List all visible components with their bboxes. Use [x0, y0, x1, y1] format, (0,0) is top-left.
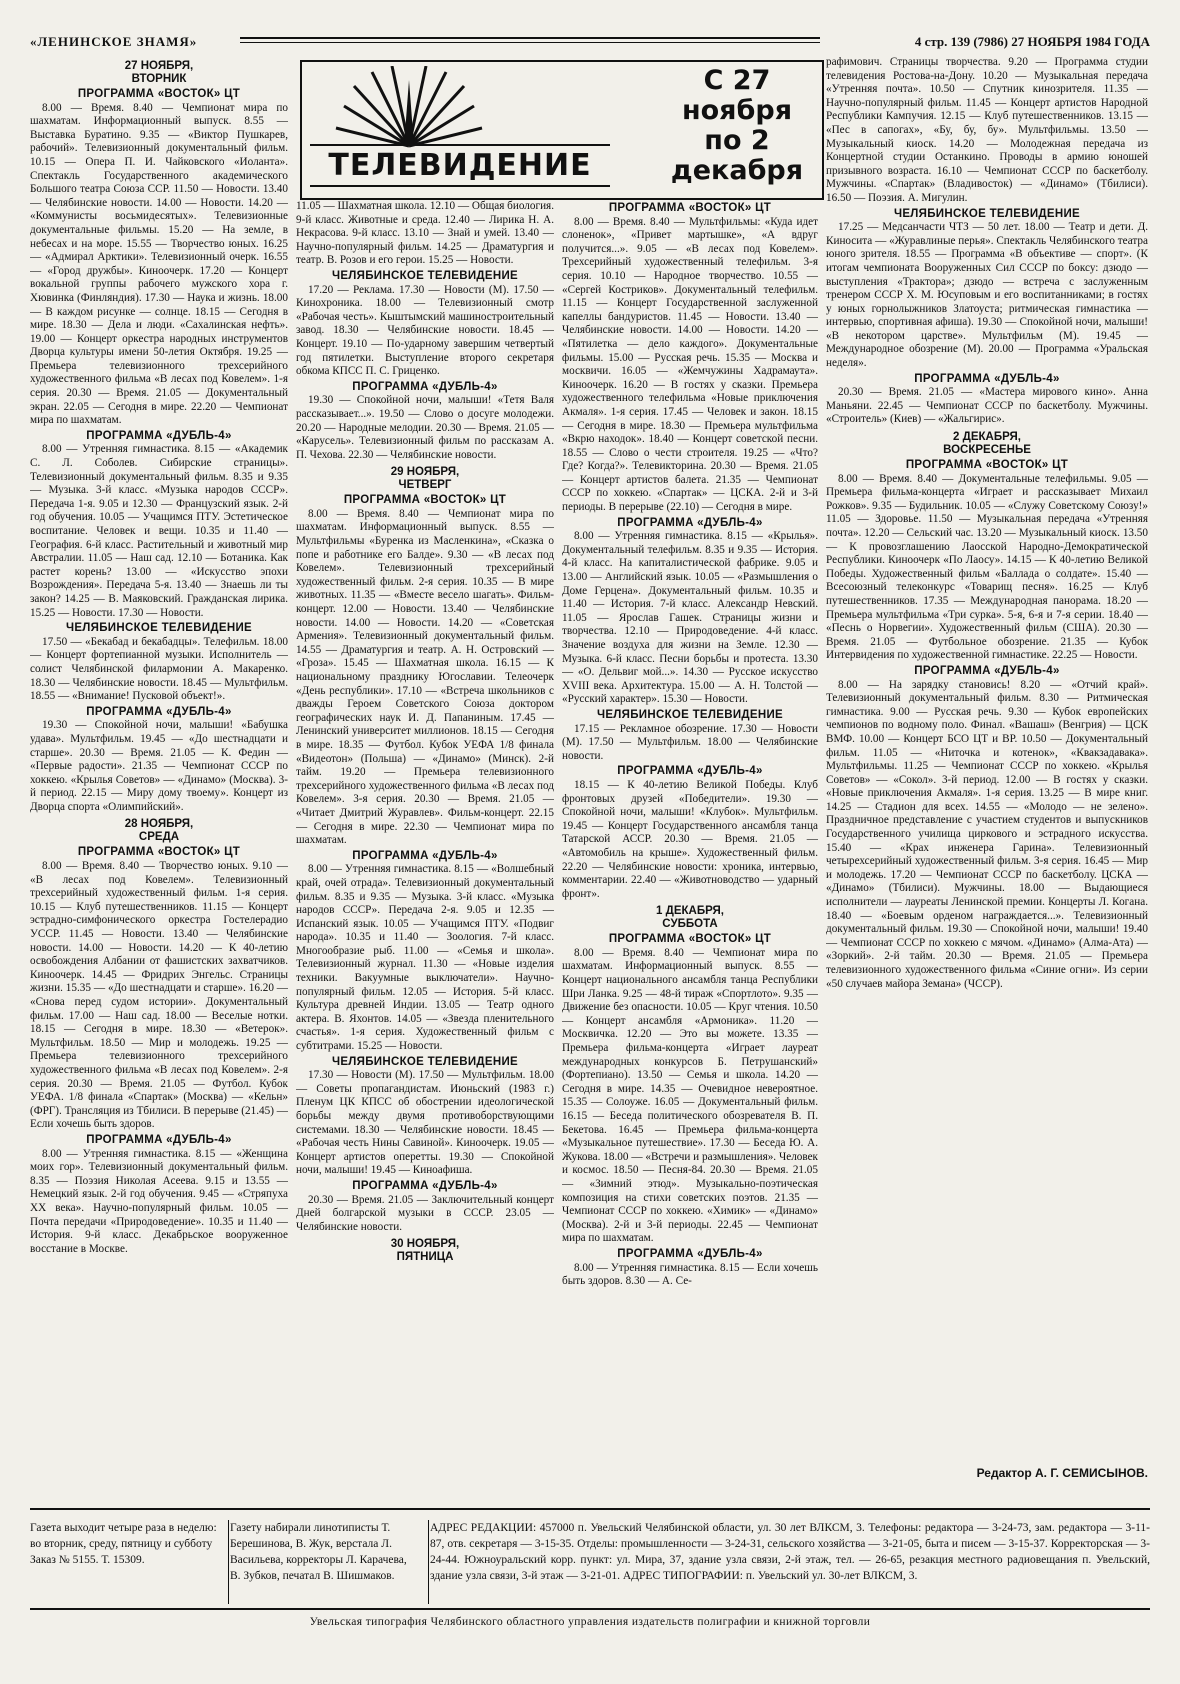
dates-line-3: по 2 [704, 125, 770, 156]
dates-line-2: ноября [681, 95, 793, 126]
column-3 [562, 200, 818, 1464]
schedule-text: 8.00 — На зарядку становись! 8.20 — «Отчий край». Телевизионный документальный фильм. 8.30 — Ритмическая гимнастика. 9.00 — Русская речь. 9.30 — Кубок европейских чемпионов по водному поло. Финал. «Вашаш» (Венгрия) — ЦСК ВМФ. 10.00 — Концерт БСО ЦТ и ВР. 10.50 — Документальный фильм. 11.05 — «Ниточка и котенок», «Квакзадавака». Мультфильмы. 11.25 — Чемпионат СССР по хоккею. «Крылья Советов» — «Сокол». 3-й период. 12.00 — В гостях у сказки. «Новые приключения Акмаля». 1-я серия. 13.25 — В мире книг. 14.25 — Стадион для всех. 14.55 — «Молодо — не зелено». Праздничное представление с участием студентов и выпускников Государственного училища циркового и эстрадного искусства. 15.40 — «Крах инженера Гарина». Телевизионный четырехсерийный художественный фильм. 3-я серия. 16.45 — Мир и молодежь. 17.20 — Чемпионат СССР по баскетболу. ЦСКА — «Динамо» (Тбилиси). Мужчины. 18.00 — Выдающиеся исполнители — лауреаты Ленинской премии. Концерты Л. Когана. 18.40 — «Боевым орденом награждается...». Телевизионный документальный фильм. 19.30 — Спокойной ночи, малыши! 19.40 — Чемпионат СССР по хоккею с мячом. «Динамо» (Алма-Ата) — «Зоркий». 2-й тайм. 20.30 — Время. 21.05 — Премьера телевизионного художественного фильма «Синие огни». Из серии «50 случаев майора Земана» (ЧССР). [826, 678, 1148, 990]
program-heading: ПРОГРАММА «ВОСТОК» ЦТ [608, 933, 772, 946]
schedule-text: 19.30 — Спокойной ночи, малыши! «Бабушка удава». Мультфильм. 19.45 — «До шестнадцати и старше». 20.30 — Время. 21.05 — К. Федин — «Первые радости». 21.35 — Чемпионат СССР по хоккею. «Крылья Советов» — «Динамо» (Москва). 3-й период. 22.15 — Миру дому твоему». Концерт из Дворца спорта «Олимпийский». [30, 719, 288, 813]
day-heading: 29 НОЯБРЯ, ЧЕТВЕРГ [390, 466, 460, 492]
column-4 [826, 56, 1148, 1464]
day-heading: 28 НОЯБРЯ, СРЕДА [124, 818, 194, 844]
day-heading: 27 НОЯБРЯ, ВТОРНИК [124, 60, 194, 85]
header-rule [240, 37, 820, 43]
program-heading: ЧЕЛЯБИНСКОЕ ТЕЛЕВИДЕНИЕ [893, 207, 1081, 220]
program-heading: ПРОГРАММА «ВОСТОК» ЦТ [343, 494, 507, 507]
schedule-text: 17.25 — Медсанчасти ЧТЗ — 50 лет. 18.00 — Театр и дети. Д. Киносита — «Журавлиные перья». Спектакль Челябинского театра юного зрителя. 18.55 — Программа «В объективе — спорт». (К итогам чемпионата Вооруженных Сил СССР по боксу: дзюдо — выступления «Трактора»; дзюдо — встреча с заслуженным тренером СССР Х. М. Юсуповым и его воспитанниками; в гостях у юных горнолыжников Златоуста; ритмическая гимнастика — интервью, спортивная афиша). 19.30 — Спокойной ночи, малыши! «В некотором царстве». Мультфильм (М). 19.45 — Международное обозрение (М). 20.00 — Программа «Уральская неделя». [826, 221, 1148, 370]
paper-name: «ЛЕНИНСКОЕ ЗНАМЯ» [30, 34, 198, 49]
schedule-text: 17.15 — Рекламное обозрение. 17.30 — Новости (М). 17.50 — Мультфильм. 18.00 — Челябинские новости. [562, 722, 818, 762]
day-heading: 2 ДЕКАБРЯ, ВОСКРЕСЕНЬЕ [943, 431, 1031, 457]
schedule-text: 8.00 — Время. 8.40 — Мультфильмы: «Куда идет слоненок», «Привет мартышке», «А вдруг получится...». 9.05 — «В лесах под Ковелем». Трехсерийный художественный телефильм. 3-я серия. 10.10 — Народное творчество. 10.55 — «Сергей Костриков». Документальный телефильм. 11.15 — Концерт Государственной заслуженной капеллы бандуристов. 11.45 — Новости. 13.40 — Челябинские новости. 14.00 — Новости. 14.20 — «Пятилетка — дело каждого». Документальные фильмы. 15.00 — Русская речь. 15.35 — Москва и москвичи. 16.05 — «Жемчужины Хадрамаута». Киноочерк. 16.20 — В гостях у сказки. Премьера художественного телефильма «Новые приключения Акмаля». 1-я серия. 17.45 — Человек и закон. 18.15 — Сегодня в мире. 18.30 — Премьера мультфильма «Вкрю находок». 18.40 — Концерт советской песни. 18.55 — Слово о чести строителя. 19.25 — «Что? Где? Когда?». Телевикторина. 20.30 — Время. 21.05 — Концерт артистов балета. 21.35 — Чемпионат СССР по хоккею. «Спартак» — ЦСКА. 2-й и 3-й периоды. В перерыве (22.10) — Сегодня в мире. [562, 215, 818, 514]
order-number: Заказ № 5155. Т. 15309. [30, 1554, 145, 1566]
program-heading: ПРОГРАММА «ДУБЛЬ-4» [352, 849, 498, 862]
dates-line-1: С 27 [703, 65, 771, 96]
program-heading: ПРОГРАММА «ДУБЛЬ-4» [617, 1247, 763, 1260]
schedule-text: 19.30 — Спокойной ночи, малыши! «Тетя Валя рассказывает...». 19.50 — Слово о досуге молодежи. 20.20 — Народные мелодии. 20.30 — Время. 21.05 — «Карусель». Телевизионный фильм по рассказам А. П. Чехова. 22.30 — Челябинские новости. [296, 394, 554, 461]
schedule-text: 8.00 — Утренняя гимнастика. 8.15 — «Академик С. Л. Соболев. Сибирские страницы». Телевизионный документальный фильм. 8.35 и 9.35 — Музыка. 3-й класс. «Музыка народов СССР». Передача 1-я. 9.05 и 12.30 — Французский язык. 2-й год обучения. 10.05 — Учащимся ПТУ. Эстетическое воспитание. Человек и вещи. 10.35 и 11.40 — География. 6-й класс. Растительный и животный мир Австралии. 11.05 — Наш сад. 12.10 — Ботаника. Как растет корень? 13.00 — «Искусство эпохи Возрождения». Передача 5-я. 13.40 — Знаешь ли ты закон? 14.25 — В. Маяковский. Гражданская лирика. 15.25 — Новости. 17.30 — Новости. [30, 443, 288, 619]
editorial-address: АДРЕС РЕДАКЦИИ: 457000 п. Увельский Челябинской области, ул. 30 лет ВЛКСМ, 3. Телефоны: редактора — 3-24-73, зам. редактора — 3-11-87, отв. секретаря — 3-15-35. Отделы: промышленности — 3-24-31, сельского хозяйства — 3-21-05, быта и писем — 3-15-37. Корректорская — 3-24-44. Южноуральский корр. пункт: ул. Мира, 37, здание узла связи, 2-й этаж, тел. — 26-65, резакция местного радиовещания п. Увельский, здание узла связи, 3-й этаж — 3-21-01. АДРЕС ТИПОГРАФИИ: п. Увельский ул. 30-лет ВЛКСМ, 3. [430, 1522, 1150, 1582]
schedule-text: рафимович. Страницы творчества. 9.20 — Программа студии телевидения Ростова-на-Дону. 10.20 — Музыкальная передача «Утренняя почта». 10.50 — Спутник кинозрителя. 11.35 — Научно-популярный фильм. 11.45 — Концерт артистов Народной Республики Кампучия. 12.15 — Клуб путешественников. 13.15 — «Пес в сапогах», «Бу, бу, бу». Мультфильмы. 13.50 — Музыкальный киоск. 14.20 — Молодежная передача из Концертной студии Останкино. Проводы в армию юношей призывного возраста. 16.10 — Чемпионат СССР по баскетболу. Мужчины. «Спартак» (Владивосток) — «Динамо» (Тбилиси). 16.50 — Поэзия. А. Мигулин. [826, 56, 1148, 204]
schedule-text: 8.00 — Утренняя гимнастика. 8.15 — «Женщина моих гор». Телевизионный документальный фильм. 8.35 — Поэзия Николая Асеева. 9.15 и 13.55 — Немецкий язык. 2-й год обучения. 9.45 — «Стряпуха XX века». Научно-популярный фильм. 10.05 — Почта передачи «Природоведение». 10.35 и 11.40 — История. 9-й класс. Декабрьское вооруженное восстание в Москве. [30, 1147, 288, 1255]
column-2 [296, 200, 554, 1464]
program-heading: ПРОГРАММА «ДУБЛЬ-4» [914, 664, 1060, 677]
footer-address-box [430, 1520, 1150, 1604]
printing-house: Увельская типография Челябинского областного управления издательств полиграфии и книжной торговли [309, 1616, 871, 1628]
day-heading: 1 ДЕКАБРЯ, СУББОТА [656, 905, 724, 931]
program-heading: ПРОГРАММА «ДУБЛЬ-4» [617, 765, 763, 778]
schedule-text: 8.00 — Утренняя гимнастика. 8.15 — «Волшебный край, очей отрада». Телевизионный документальный фильм. 8.35 и 9.35 — Музыка. 3-й класс. «Музыка народов СССР». Передача 2-я. 9.05 и 12.35 — Испанский язык. 10.05 — Учащимся ПТУ. «Подвиг народа». 10.35 и 11.40 — Зоология. 7-й класс. Многообразие рыб. 11.00 — «Семья и школа». Телевизионный журнал. 11.30 — «Новые изделия техники. Вакуумные выключатели». Научно-популярный фильм. 12.05 — История. 5-й класс. Культура древней Индии. 13.05 — Театр одного актера. В. Яхонтов. 14.05 — «Звезда пленительного счастья». 1-я серия. Художественный фильм с субтитрами. 15.25 — Новости. [296, 863, 554, 1053]
schedule-text: 17.50 — «Бекабад и бекабадцы». Телефильм. 18.00 — Концерт фортепианной музыки. Исполнитель — солист Челябинской филармонии А. Макаренко. 18.30 — Челябинские новости. 18.45 — Мультфильм. 18.55 — «Внимание! Пусковой объект!». [30, 635, 288, 703]
schedule-text: 8.00 — Время. 8.40 — Чемпионат мира по шахматам. Информационный выпуск. 8.55 — Мультфильмы «Буренка из Масленкина», «Сказка о попе и работнике его Балде». 9.30 — «В лесах под Ковелем». Телевизионный трехсерийный художественный фильм. 2-я серия. 10.35 — В мире животных. 11.35 — «Вместе весело шагать». Фильм-концерт. 12.00 — Новости. 13.40 — Челябинские новости. 14.00 — Новости. 14.20 — «Советская Армения». Телевизионный документальный фильм. 14.55 — Драматургия и театр. А. Н. Островский — «Гроза». 15.45 — Шахматная школа. 16.15 — К национальному празднику Югославии. Телеочерк «День республики». 17.10 — «Встреча школьников с дважды Героем Советского Союза доктором географических наук И. Д. Папаниным. 17.45 — Ленинский университет миллионов. 18.15 — Сегодня в мире. 18.35 — Футбол. Кубок УЕФА 1/8 финала «Видеотон» (Польша) — «Динамо» (Минск). 2-й тайм. 19.20 — Премьера телевизионного трехсерийного художественного фильма «В лесах под Ковелем». 3-я серия. 20.30 — Время. 21.05 — «Читает Дмитрий Журавлев». Фильм-концерт. 22.15 — Сегодня в мире. 22.30 — Чемпионат мира по шахматам. [296, 507, 554, 847]
masthead-dates [662, 66, 812, 186]
program-heading: ПРОГРАММА «ВОСТОК» ЦТ [608, 202, 772, 214]
program-heading: ПРОГРАММА «ДУБЛЬ-4» [86, 705, 232, 718]
tv-masthead [300, 60, 824, 200]
schedule-text: 8.00 — Утренняя гимнастика. 8.15 — Если хочешь быть здоров. 8.30 — А. Се- [562, 1261, 818, 1288]
schedule-text: 20.30 — Время. 21.05 — Заключительный концерт Дней болгарской музыки в СССР. 23.05 — Челябинские новости. [296, 1193, 554, 1233]
schedule-text: 20.30 — Время. 21.05 — «Мастера мирового кино». Анна Маньяни. 22.45 — Чемпионат СССР по баскетболу. Мужчины. «Строитель» (Киев) — «Жальгирис». [826, 386, 1148, 426]
program-heading: ПРОГРАММА «ДУБЛЬ-4» [352, 1179, 498, 1192]
program-heading: ПРОГРАММА «ДУБЛЬ-4» [86, 429, 232, 442]
schedule-text: 8.00 — Утренняя гимнастика. 8.15 — «Крылья». Документальный телефильм. 8.35 и 9.35 — История. 4-й класс. На капиталистической фабрике. 9.05 и 13.00 — Английский язык. 10.05 — «Размышления о Доме Герцена». Документальный фильм. 10.35 и 11.40 — История. 7-й класс. Александр Невский. 11.05 — Ярослав Гашек. Страницы жизни и творчества. 12.10 — Природоведение. 4-й класс. Значение воздуха для жизни на Земле. 12.30 — Музыка. 6-й класс. Песни борьбы и протеста. 13.30 — «О. Дельвиг мой...». 14.30 — Русское искусство XVIII века. Архитектура. 15.00 — А. Н. Толстой — «Русский характер». 15.30 — Новости. [562, 530, 818, 706]
program-heading: ЧЕЛЯБИНСКОЕ ТЕЛЕВИДЕНИЕ [331, 269, 519, 282]
schedule-text: 8.00 — Время. 8.40 — Документальные телефильмы. 9.05 — Премьера фильма-концерта «Играет и рассказывает Михаил Рожков». 9.35 — Будильник. 10.05 — «Служу Советскому Союзу!» 11.05 — Здоровье. 11.50 — Музыкальная передача «Утренняя почта». 12.20 — Сельский час. 13.20 — Музыкальный киоск. 13.50 — К провозглашению Лаосской Народно-Демократической Республики. Киноочерк «По Лаосу». 14.15 — К 40-летию Великой Победы. Художественный фильм «Баллада о солдате». 15.40 — Всесоюзный телеконкурс «Товарищ песня». 16.25 — Клуб путешественников. 17.35 — Международная панорама. 18.20 — Премьера мультфильма «Три сурка». 5-я, 6-я и 7-я серии. 18.40 — «Песнь о Норвегии». Художественный фильм (США). 20.30 — Время. 21.05 — Футбольное обозрение. 21.35 — Кубок Интервидения по художественной гимнастике. 22.25 — Новости. [826, 472, 1148, 662]
column-1 [30, 56, 288, 1464]
schedule-text: 17.30 — Новости (М). 17.50 — Мультфильм. 18.00 — Советы пропагандистам. Июньский (1983 г.) Пленум ЦК КПСС об обострении идеологической борьбы между двумя противоборствующими системами. 18.30 — Челябинские новости. 18.45 — «Рабочая честь Нины Савиной». Киноочерк. 19.05 — Концерт артистов оперетты. 19.30 — Спокойной ночи, малыши! 19.45 — Киноафиша. [296, 1069, 554, 1177]
sunburst-tower-icon [334, 66, 484, 156]
program-heading: ЧЕЛЯБИНСКОЕ ТЕЛЕВИДЕНИЕ [596, 708, 784, 721]
issue-info: 4 стр. 139 (7986) 27 НОЯБРЯ 1984 ГОДА [914, 34, 1150, 49]
program-heading: ПРОГРАММА «ДУБЛЬ-4» [86, 1133, 232, 1146]
dates-line-4: декабря [670, 155, 804, 186]
program-heading: ПРОГРАММА «ВОСТОК» ЦТ [77, 88, 241, 100]
program-heading: ПРОГРАММА «ДУБЛЬ-4» [617, 516, 763, 529]
program-heading: ЧЕЛЯБИНСКОЕ ТЕЛЕВИДЕНИЕ [65, 622, 253, 635]
editor-signature: Редактор А. Г. СЕМИСЫНОВ. [976, 1466, 1148, 1480]
schedule-text: 17.20 — Реклама. 17.30 — Новости (М). 17.50 — Кинохроника. 18.00 — Телевизионный смотр «Рабочая честь». Кыштымский машиностроительный завод. 18.30 — Челябинские новости. 18.45 — Концерт. 19.10 — По-ударному завершим четвертый год пятилетки. Выступление второго секретаря обкома КПСС П. С. Гриценко. [296, 283, 554, 378]
day-heading: 30 НОЯБРЯ, ПЯТНИЦА [390, 1238, 460, 1264]
schedule-text: 8.00 — Время. 8.40 — Чемпионат мира по шахматам. Информационный выпуск. 8.55 — Концерт национального ансамбля танца Республики Шри Ланка. 9.25 — 48-й тираж «Спортлото». 9.35 — Движение без опасности. 10.05 — Круг чтения. 10.50 — Концерт ансамбля «Армоника». 11.20 — Москвичка. 12.20 — Это вы можете. 13.35 — Премьера фильма-концерта «Играет лауреат международных конкурсов Б. Петрушанский» (Фортепиано). 13.50 — Семья и школа. 14.20 — Сегодня в мире. 14.35 — Очевидное невероятное. 15.35 — Солоуже. 16.05 — Документальный фильм. 16.15 — Беседа политического обозревателя В. П. Бекетова. 16.45 — Премьера фильма-концерта «Музыкальное путешествие». 17.30 — Беседа Ю. А. Жукова. 18.00 — «Встречи и размышления». Человек и космос. 18.50 — Песня-84. 20.30 — Время. 21.05 — «Зимний этюд». Музыкально-поэтическая композиция на стихи советских поэтов. 21.35 — Чемпионат СССР по хоккею. «Химик» — «Динамо» (Москва). 2-й и 3-й периоды. 22.45 — Чемпионат мира по шахматам. [562, 946, 818, 1245]
program-heading: ПРОГРАММА «ВОСТОК» ЦТ [77, 846, 241, 859]
masthead-title: ТЕЛЕВИДЕНИЕ [310, 144, 610, 187]
program-heading: ЧЕЛЯБИНСКОЕ ТЕЛЕВИДЕНИЕ [331, 1055, 519, 1068]
footer-rule [30, 1508, 1150, 1510]
program-heading: ПРОГРАММА «ДУБЛЬ-4» [352, 380, 498, 393]
schedule-text: 11.05 — Шахматная школа. 12.10 — Общая биология. 9-й класс. Животные и среда. 12.40 — Лирика Н. А. Некрасова. 9-й класс. 13.10 — Знай и умей. 13.40 — Научно-популярный фильм. 14.25 — Драматургия и театр. В. Розов и его герои. 15.25 — Новости. [296, 200, 554, 267]
schedule-text: 8.00 — Время. 8.40 — Творчество юных. 9.10 — «В лесах под Ковелем». Телевизионный трехсерийный художественный фильм. 1-я серия. 10.15 — Клуб путешественников. 11.15 — Концерт эстрадно-симфонического оркестра Гостелерадио УССР. 11.45 — Новости. 13.40 — Челябинские новости. 14.00 — Новости. 14.20 — К 40-летию освобождения Албании от фашистских захватчиков. Киноочерк. 14.45 — Фридрих Энгельс. Страницы жизни. 15.35 — «До шестнадцати и старше». 16.20 — «Снова перед судом истории». Документальный фильм. 17.00 — Наш сад. 18.00 — Веселые нотки. 18.15 — Сегодня в мире. 18.30 — «Ветерок». Мультфильм. 18.50 — Мир и молодежь. 19.25 — Премьера телевизионного трехсерийного художественного фильма «В лесах под Ковелем». 2-я серия. 20.30 — Время. 21.05 — Футбол. Кубок УЕФА. 1/8 финала «Спартак» (Москва) — «Кельн» (ФРГ). Трансляция из Тбилиси. В перерыве (21.45) — Если хочешь быть здоров. [30, 860, 288, 1131]
staff-credits: Газету набирали линотиписты Т. Берешинова, В. Жук, верстала Л. Васильева, корректоры Л. Карачева, В. Зубков, печатал В. Шишмаков. [230, 1522, 407, 1582]
schedule-text: 8.00 — Время. 8.40 — Чемпионат мира по шахматам. Информационный выпуск. 8.55 — Выставка Буратино. 9.35 — «Виктор Пушкарев, рабочий». Телевизионный документальный фильм. 10.15 — Опера П. И. Чайковского «Иоланта». Спектакль Государственного академического Большого театра Союза ССР. 11.50 — Новости. 13.40 — Челябинские новости. 14.00 — Новости. 14.20 — «Коммунисты восьмидесятых». Телевизионные документальные фильмы. 15.20 — На земле, в небесах и на море. 15.55 — Творчество юных. 16.25 — «Адмирал Арктики». Телевизионный очерк. 16.55 — «Город дружбы». Киноочерк. 17.20 — Концерт вокальной группы рабочего мужского хора г. Хювинка (Финляндия). 17.30 — Наука и жизнь. 18.00 — В каждом рисунке — солнце. 18.15 — Сегодня в мире. 18.30 — Дела и люди. «Сахалинская нефть». 19.00 — Концерт оркестра народных инструментов Дворца культуры имени 50-летия Октября. 19.25 — Премьера телевизионного трехсерийного художественного фильма «В лесах под Ковелем». 1-я серия. 20.30 — Время. 21.05 — Документальный экран. 22.05 — Сегодня в мире. 22.20 — Чемпионат мира по шахматам. [30, 101, 288, 427]
program-heading: ПРОГРАММА «ДУБЛЬ-4» [914, 372, 1060, 385]
schedule-text: 18.15 — К 40-летию Великой Победы. Клуб фронтовых друзей «Победители». 19.30 — Спокойной ночи, малыши! «Клубок». Мультфильм. 19.45 — Концерт Государственного ансамбля танца Татарской АССР. 20.30 — Время. 21.05 — «Автомобиль на крыше». Художественный фильм. 22.20 — Челябинские новости: хроника, интервью, комментарии. 22.40 — «Животноводство — ударный фронт». [562, 778, 818, 900]
footer-staff-box [230, 1520, 429, 1604]
page-header [30, 30, 1150, 56]
program-heading: ПРОГРАММА «ВОСТОК» ЦТ [905, 459, 1069, 472]
footer-bottom-rule [30, 1608, 1150, 1610]
footer-schedule-box [30, 1520, 229, 1604]
publication-frequency: Газета выходит четыре раза в неделю: во вторник, среду, пятницу и субботу [30, 1522, 217, 1550]
